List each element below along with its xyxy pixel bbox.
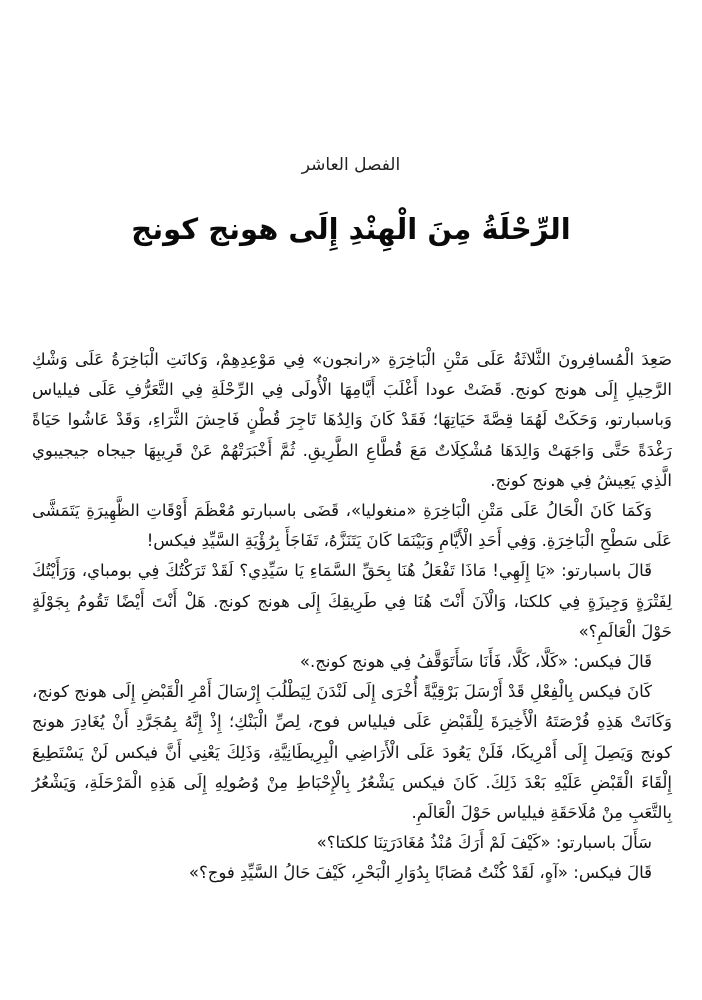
paragraph-4: قَالَ فيكس: «كَلَّا، كَلَّا، فَأَنَا سَأَتَوَقَّفُ فِي هونج كونج.» xyxy=(299,652,652,672)
paragraph-6: سَأَلَ باسبارتو: «كَيْفَ لَمْ أَرَكَ مُنْذُ مُغَادَرَتِنَا كلكتا؟» xyxy=(316,833,652,853)
paragraph-1: صَعِدَ الْمُسافِرونَ الثَّلاثَةُ عَلَى مَتْنِ الْبَاخِرَةِ «رانجون» فِي مَوْعِدِهِمْ، وَكانَتِ الْبَاخِرَةُ عَلَى وَشْكِ الرَّحِيلِ إِلَى هونج كونج. قَضَتْ عودا أَغْلَبَ أَيَّامِهَا الْأُولَى فِي الرِّحْلَةِ فِي التَّعَرُّفِ عَلَى فيلياس وَباسبارتو، وَحَكَتْ لَهُمَا قِصَّةَ حَيَاتِهَا؛ فَقَدْ كَانَ وَالِدُهَا تَاجِرَ قُطْنٍ فَاحِشَ الثَّرَاءِ، وَقَدْ عَاشُوا حَيَاةً رَغْدَةً حَتَّى وَاجَهَتْ وَالِدَهَا مُشْكِلَاتٌ مَعَ قُطَّاعِ الطَّرِيقِ. ثُمَّ أَخْبَرَتْهُمْ عَنْ قَرِيبِهَا جيجاه جيجيبوي الَّذِي يَعِيشُ فِي هونج كونج. xyxy=(32,350,672,490)
chapter-title: الرِّحْلَةُ مِنَ الْهِنْدِ إِلَى هونج كونج xyxy=(131,212,571,246)
paragraph-5: كَانَ فيكس بِالْفِعْلِ قَدْ أَرْسَلَ بَرْقِيَّةً أُخْرَى إِلَى لَنْدَنَ لِيَطْلُبَ إِرْسَالَ أَمْرِ الْقَبْضِ إِلَى هونج كونج، وَكَانَتْ هَذِهِ فُرْصَتَهُ الْأَخِيرَةَ لِلْقَبْضِ عَلَى فيلياس فوج، لِصِّ الْبَنْكِ؛ إِذْ إِنَّهُ بِمُجَرَّدِ أَنْ يُغَادِرَ هونج كونج وَيَصِلَ إِلَى أَمْرِيكَا، فَلَنْ يَعُودَ عَلَى الْأَرَاضِي الْبِرِيطَانِيَّةِ، وَذَلِكَ يَعْنِي أَنَّ فيكس لَنْ يَسْتَطِيعَ إِلْقَاءَ الْقَبْضِ عَلَيْهِ بَعْدَ ذَلِكَ. كَانَ فيكس يَشْعُرُ بِالْإِحْبَاطِ مِنْ وُصُولِهِ إِلَى هَذِهِ الْمَرْحَلَةِ، وَيَشْعُرُ بِالتَّعَبِ مِنْ مُلَاحَقَةِ فيلياس حَوْلَ الْعَالَمِ. xyxy=(32,682,672,823)
chapter-number-label: الفصل العاشر xyxy=(301,155,401,175)
chapter-body xyxy=(32,345,672,889)
paragraph-2: وَكَمَا كَانَ الْحَالُ عَلَى مَتْنِ الْبَاخِرَةِ «منغوليا»، قَضَى باسبارتو مُعْظَمَ أَوْقَاتِ الظَّهِيرَةِ يَتَمَشَّى عَلَى سَطْحِ الْبَاخِرَةِ. وَفِي أَحَدِ الْأَيَّامِ وَبَيْنَمَا كَانَ يَتَنَزَّهُ، تَفَاجَأَ بِرُؤْيَةِ السَّيِّدِ فيكس! xyxy=(32,501,672,551)
paragraph-3: قَالَ باسبارتو: «يَا إِلَهِي! مَاذَا تَفْعَلُ هُنَا بِحَقِّ السَّمَاءِ يَا سَيِّدِي؟ لَقَدْ تَرَكْتُكَ فِي بومباي، وَرَأَيْتُكَ لِفَتْرَةٍ وَجِيزَةٍ فِي كلكتا، وَالْآنَ أَنْتَ هُنَا فِي طَرِيقِكَ إِلَى هونج كونج. هَلْ أَنْتَ أَيْضًا تَقُومُ بِجَوْلَةٍ حَوْلَ الْعَالَمِ؟» xyxy=(32,561,672,641)
paragraph-7: قَالَ فيكس: «آهٍ، لَقَدْ كُنْتُ مُصَابًا بِدُوَارِ الْبَحْرِ، كَيْفَ حَالُ السَّيِّدِ فوج؟» xyxy=(188,863,652,883)
